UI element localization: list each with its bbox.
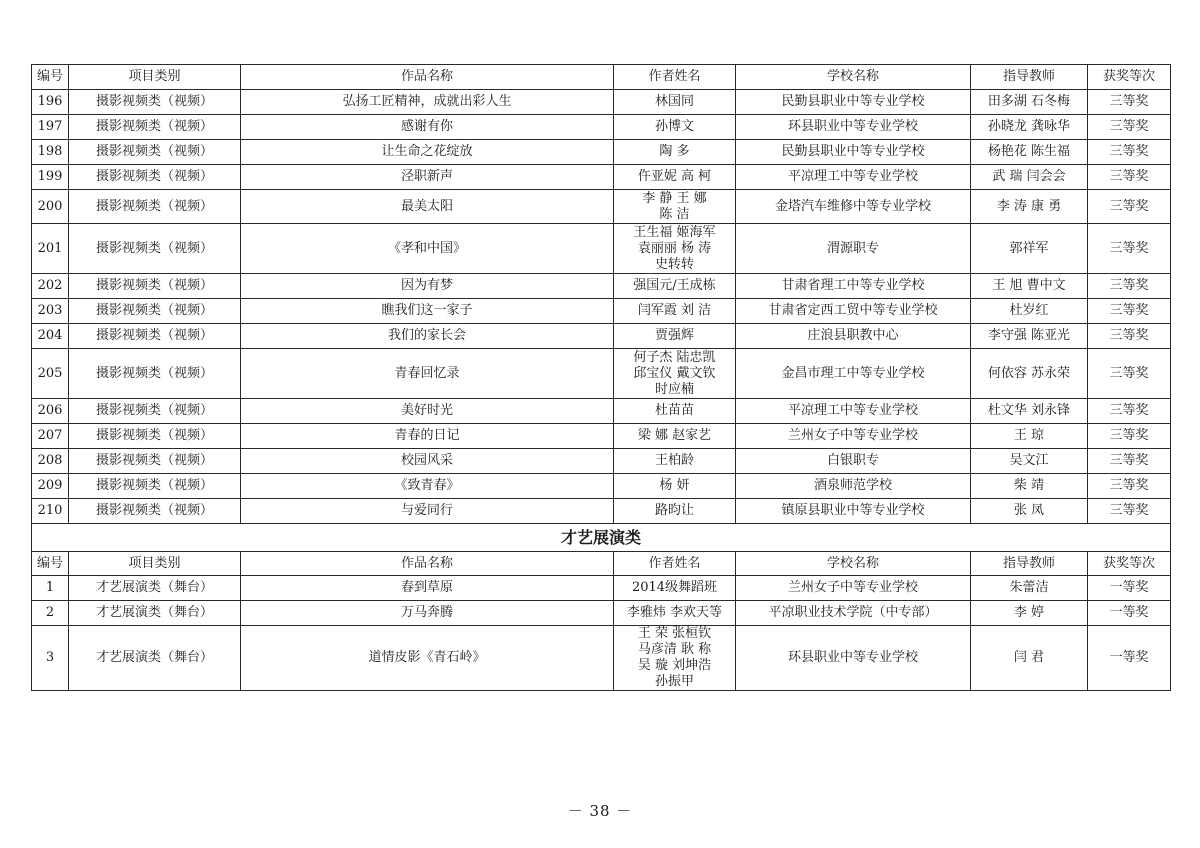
table-row [32,424,1171,449]
row-number: 204 [32,324,69,349]
school-name: 兰州女子中等专业学校 [736,576,971,601]
school-name: 庄浪县职教中心 [736,324,971,349]
column-header: 指导教师 [971,552,1088,576]
author-line: 强国元/王成栋 [633,278,716,293]
row-number: 208 [32,449,69,474]
author-names [614,140,736,165]
instructor: 张 凤 [971,499,1088,524]
project-category: 摄影视频类（视频） [69,274,241,299]
table-row [32,449,1171,474]
instructor: 武 瑞 闫会会 [971,165,1088,190]
row-number: 3 [32,626,69,691]
author-names [614,626,736,691]
project-category: 摄影视频类（视频） [69,115,241,140]
table-row [32,499,1171,524]
work-title: 万马奔腾 [241,601,614,626]
author-names [614,576,736,601]
table-row [32,299,1171,324]
column-header: 获奖等次 [1088,552,1171,576]
author-line: 吴 璇 刘坤浩 [637,658,712,673]
author-names [614,299,736,324]
table-body [32,65,1171,691]
award-level: 三等奖 [1088,190,1171,224]
school-name: 环县职业中等专业学校 [736,115,971,140]
table-row [32,349,1171,399]
table-row [32,190,1171,224]
table-row [32,626,1171,691]
work-title: 泾职新声 [241,165,614,190]
instructor: 杨艳花 陈生福 [971,140,1088,165]
school-name: 平凉理工中等专业学校 [736,165,971,190]
school-name: 镇原县职业中等专业学校 [736,499,971,524]
column-header: 作品名称 [241,552,614,576]
author-names [614,165,736,190]
award-level: 三等奖 [1088,165,1171,190]
school-name: 酒泉师范学校 [736,474,971,499]
table-row [32,601,1171,626]
author-line: 王 荣 张桓钦 [637,626,712,641]
author-names [614,90,736,115]
column-header: 学校名称 [736,552,971,576]
author-line: 杨 妍 [659,478,690,493]
column-header: 项目类别 [69,552,241,576]
school-name: 甘肃省理工中等专业学校 [736,274,971,299]
work-title: 瞧我们这一家子 [241,299,614,324]
author-names [614,224,736,274]
author-line: 时应楠 [654,381,694,397]
project-category: 摄影视频类（视频） [69,299,241,324]
author-line: 袁丽丽 杨 涛 [637,240,712,256]
author-line: 贾强辉 [654,328,694,343]
row-number: 196 [32,90,69,115]
school-name: 金塔汽车维修中等专业学校 [736,190,971,224]
author-names [614,399,736,424]
work-title: 青春的日记 [241,424,614,449]
school-name: 民勤县职业中等专业学校 [736,140,971,165]
author-line: 仵亚妮 高 柯 [637,169,712,184]
table-row [32,90,1171,115]
section-title-row [32,524,1171,552]
author-line: 陈 洁 [659,206,690,222]
project-category: 才艺展演类（舞台） [69,576,241,601]
instructor: 王 琼 [971,424,1088,449]
author-names [614,499,736,524]
instructor: 田多湖 石冬梅 [971,90,1088,115]
column-header: 编号 [32,552,69,576]
work-title: 校园风采 [241,449,614,474]
table-row [32,165,1171,190]
work-title: 弘扬工匠精神，成就出彩人生 [241,90,614,115]
school-name: 甘肃省定西工贸中等专业学校 [736,299,971,324]
row-number: 206 [32,399,69,424]
work-title: 《孝和中国》 [241,224,614,274]
column-header: 作者姓名 [614,65,736,90]
author-line: 陶 多 [659,144,690,159]
instructor: 吴文江 [971,449,1088,474]
row-number: 199 [32,165,69,190]
project-category: 摄影视频类（视频） [69,324,241,349]
school-name: 平凉理工中等专业学校 [736,399,971,424]
author-names [614,349,736,399]
author-line: 王生福 姬海军 [633,224,716,240]
project-category: 摄影视频类（视频） [69,224,241,274]
award-level: 三等奖 [1088,424,1171,449]
instructor: 杜岁红 [971,299,1088,324]
section-title: 才艺展演类 [32,524,1171,552]
school-name: 兰州女子中等专业学校 [736,424,971,449]
table-row [32,324,1171,349]
project-category: 才艺展演类（舞台） [69,601,241,626]
project-category: 摄影视频类（视频） [69,90,241,115]
award-level: 三等奖 [1088,474,1171,499]
award-level: 三等奖 [1088,399,1171,424]
table-header-row [32,65,1171,90]
school-name: 环县职业中等专业学校 [736,626,971,691]
row-number: 1 [32,576,69,601]
table-row [32,224,1171,274]
award-level: 一等奖 [1088,626,1171,691]
author-names [614,449,736,474]
table-row [32,274,1171,299]
author-line: 何子杰 陆忠凯 [633,349,716,365]
table-row [32,399,1171,424]
work-title: 《致青春》 [241,474,614,499]
column-header: 作品名称 [241,65,614,90]
author-names [614,274,736,299]
row-number: 205 [32,349,69,399]
school-name: 渭源职专 [736,224,971,274]
column-header: 学校名称 [736,65,971,90]
project-category: 摄影视频类（视频） [69,499,241,524]
project-category: 摄影视频类（视频） [69,140,241,165]
award-level: 三等奖 [1088,449,1171,474]
column-header: 作者姓名 [614,552,736,576]
page-number: － 38 － [567,802,633,820]
author-line: 路昀让 [654,503,694,518]
project-category: 摄影视频类（视频） [69,349,241,399]
author-names [614,190,736,224]
project-category: 摄影视频类（视频） [69,190,241,224]
row-number: 2 [32,601,69,626]
author-line: 李雅炜 李欢天等 [626,605,723,620]
instructor: 何依容 苏永荣 [971,349,1088,399]
author-line: 李 静 王 娜 [642,190,707,206]
table-header-row [32,552,1171,576]
school-name: 金昌市理工中等专业学校 [736,349,971,399]
work-title: 道情皮影《青石岭》 [241,626,614,691]
award-level: 三等奖 [1088,499,1171,524]
column-header: 项目类别 [69,65,241,90]
author-line: 王柏龄 [654,453,694,468]
author-line: 杜苗苗 [654,403,694,418]
row-number: 200 [32,190,69,224]
work-title: 春到草原 [241,576,614,601]
award-level: 一等奖 [1088,601,1171,626]
project-category: 摄影视频类（视频） [69,165,241,190]
award-level: 三等奖 [1088,224,1171,274]
row-number: 203 [32,299,69,324]
row-number: 207 [32,424,69,449]
table-row [32,474,1171,499]
instructor: 李 涛 康 勇 [971,190,1088,224]
instructor: 郭祥军 [971,224,1088,274]
row-number: 210 [32,499,69,524]
award-level: 三等奖 [1088,115,1171,140]
work-title: 我们的家长会 [241,324,614,349]
award-level: 三等奖 [1088,349,1171,399]
work-title: 感谢有你 [241,115,614,140]
table-row [32,115,1171,140]
column-header: 获奖等次 [1088,65,1171,90]
work-title: 美好时光 [241,399,614,424]
school-name: 白银职专 [736,449,971,474]
author-names [614,474,736,499]
table-row [32,576,1171,601]
instructor: 杜文华 刘永锋 [971,399,1088,424]
work-title: 因为有梦 [241,274,614,299]
award-level: 三等奖 [1088,140,1171,165]
author-line: 孙振甲 [654,674,694,689]
awards-table [31,64,1171,691]
author-line: 邱宝仪 戴文钦 [633,365,716,381]
instructor: 孙晓龙 龚咏华 [971,115,1088,140]
author-line: 梁 娜 赵家艺 [637,428,712,443]
instructor: 王 旭 曹中文 [971,274,1088,299]
award-level: 三等奖 [1088,274,1171,299]
work-title: 让生命之花绽放 [241,140,614,165]
project-category: 摄影视频类（视频） [69,424,241,449]
instructor: 李 婷 [971,601,1088,626]
author-line: 林国同 [654,94,694,109]
author-line: 孙博文 [654,119,694,134]
award-level: 三等奖 [1088,299,1171,324]
column-header: 指导教师 [971,65,1088,90]
author-line: 2014级舞蹈班 [631,580,718,595]
school-name: 平凉职业技术学院（中专部） [736,601,971,626]
award-level: 三等奖 [1088,324,1171,349]
author-line: 史转转 [654,256,694,272]
author-names [614,324,736,349]
table-row [32,140,1171,165]
column-header: 编号 [32,65,69,90]
instructor: 柴 靖 [971,474,1088,499]
work-title: 青春回忆录 [241,349,614,399]
project-category: 摄影视频类（视频） [69,474,241,499]
author-names [614,424,736,449]
project-category: 摄影视频类（视频） [69,399,241,424]
row-number: 197 [32,115,69,140]
row-number: 201 [32,224,69,274]
author-names [614,601,736,626]
project-category: 才艺展演类（舞台） [69,626,241,691]
row-number: 209 [32,474,69,499]
instructor: 朱蕾洁 [971,576,1088,601]
row-number: 198 [32,140,69,165]
author-names [614,115,736,140]
instructor: 闫 君 [971,626,1088,691]
instructor: 李守强 陈亚光 [971,324,1088,349]
work-title: 与爱同行 [241,499,614,524]
award-level: 一等奖 [1088,576,1171,601]
award-level: 三等奖 [1088,90,1171,115]
work-title: 最美太阳 [241,190,614,224]
author-line: 马彦清 耿 称 [637,642,712,657]
project-category: 摄影视频类（视频） [69,449,241,474]
school-name: 民勤县职业中等专业学校 [736,90,971,115]
row-number: 202 [32,274,69,299]
author-line: 闫军霞 刘 洁 [637,303,712,318]
